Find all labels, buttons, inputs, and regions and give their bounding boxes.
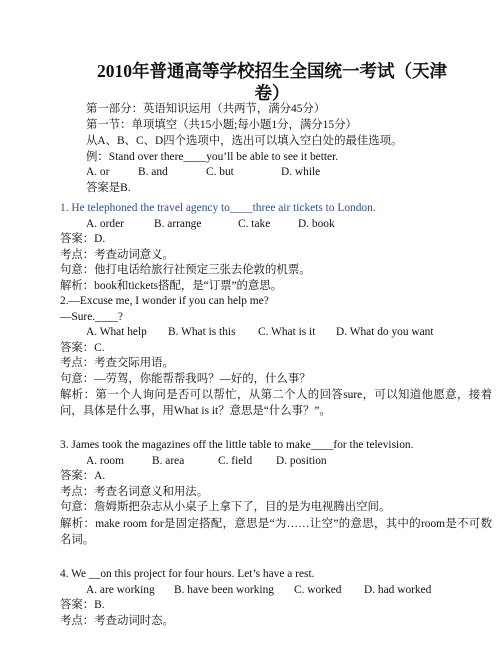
question-3-analysis: 解析：make room for是固定搭配，意思是“为……让空”的意思，其中的room是不可数名词。 [60,518,492,546]
question-2-stem-reply: —Sure.____? [60,311,123,323]
question-2-translation: 句意：—劳驾，你能帮帮我吗？—好的，什么事？ [60,373,311,385]
section-heading: 第一节：单项填空（共15小题;每小题1分，满分15分） [86,119,357,131]
question-3-translation: 句意：詹姆斯把杂志从小桌子上拿下了，目的是为电视腾出空间。 [60,501,391,513]
question-3-option-a: A. room [86,455,124,467]
question-2-option-a: A. What help [86,326,147,338]
question-2-analysis: 解析：第一个人询问是否可以帮忙，从第二个人的回答sure，可以知道他愿意，接着问，具体是什么事，用What is it？意思是“什么事？”。 [60,389,492,417]
question-3-stem: 3. James took the magazines off the little table to make____for the television. [60,439,414,451]
instruction-text: 从A、B、C、D四个选项中，选出可以填入空白处的最佳选项。 [86,135,403,147]
question-3-answer: 答案：A. [60,470,106,482]
question-2-options [86,325,434,339]
question-2-stem: 2.—Excuse me, I wonder if you can help me? [60,295,269,307]
question-1-option-b: B. arrange [154,218,202,230]
example-answer: 答案是B. [86,182,131,194]
question-1-analysis: 解析：book和tickets搭配，是“订票”的意思。 [60,280,283,292]
question-1-option-d: D. book [298,218,335,230]
exam-title: 2010年普通高等学校招生全国统一考试（天津卷） [97,61,447,103]
question-4-option-b: B. have been working [174,584,274,596]
question-4-option-a: A. are working [86,584,155,596]
question-1-translation: 句意：他打电话给旅行社预定三张去伦敦的机票。 [60,264,311,276]
example-options [86,165,320,179]
question-4-options [86,583,431,597]
question-3-point: 考点：考查名词意义和用法。 [60,486,209,498]
question-3-options [86,454,327,468]
example-sentence: 例：Stand over there____you’ll be able to see it better. [86,151,339,163]
question-2-option-b: B. What is this [168,326,236,338]
example-option-b: B. and [138,166,168,178]
question-3-option-d: D. position [276,455,327,467]
question-1-options [86,217,335,231]
question-4-answer: 答案：B. [60,599,105,611]
question-2-option-c: C. What is it [258,326,316,338]
question-4-point: 考点：考查动词时态。 [60,615,174,627]
question-4-stem: 4. We __on this project for four hours. Let’s have a rest. [60,568,315,580]
example-option-d: D. while [281,166,321,178]
question-1-point: 考点：考查动词意义。 [60,249,174,261]
question-1-option-c: C. take [238,218,271,230]
example-option-a: A. or [86,166,110,178]
question-1-answer: 答案：D. [60,233,106,245]
question-2-option-d: D. What do you want [336,326,434,338]
question-2-answer: 答案：C. [60,342,105,354]
question-4-option-d: D. had worked [364,584,432,596]
example-option-c: C. but [206,166,234,178]
question-3-option-b: B. area [152,455,185,467]
question-2-point: 考点：考查交际用语。 [60,357,174,369]
question-1-stem: 1. He telephoned the travel agency to____three air tickets to London. [60,202,376,214]
part-heading: 第一部分：英语知识运用（共两节，满分45分） [86,103,326,115]
question-1-option-a: A. order [86,218,124,230]
question-4-option-c: C. worked [294,584,342,596]
question-3-option-c: C. field [218,455,253,467]
